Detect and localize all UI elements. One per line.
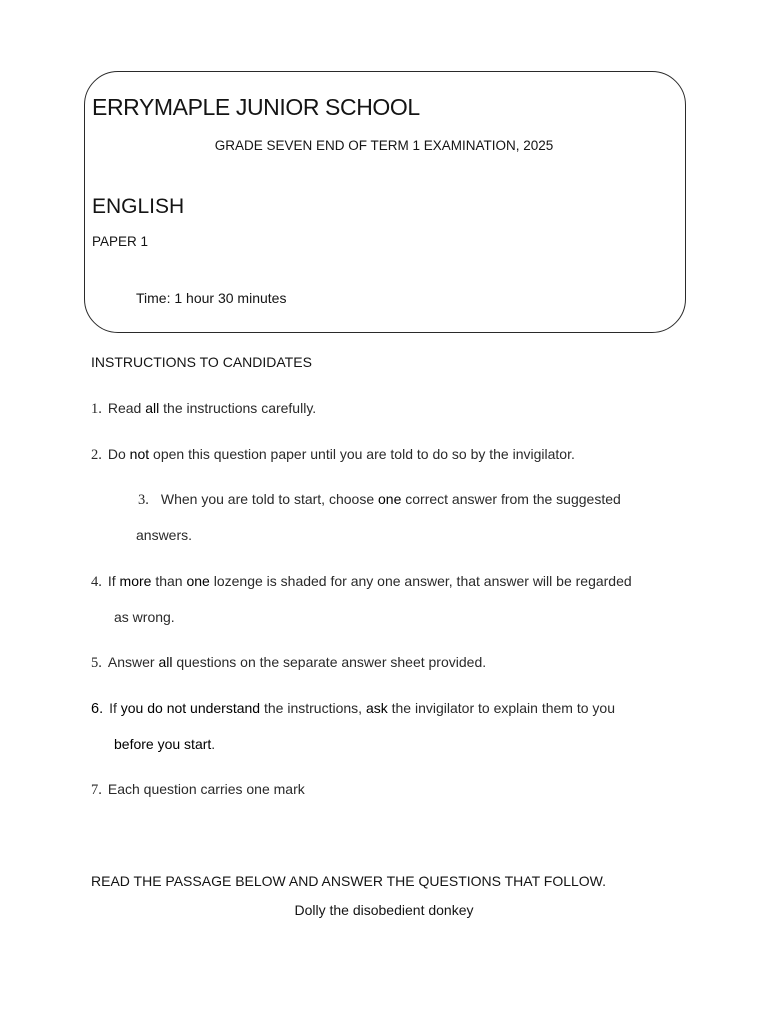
instruction-item-6: 6. If you do not understand the instructions, ask the invigilator to explain them to you: [91, 700, 615, 717]
item-number: 5.: [91, 655, 102, 671]
school-name: ERRYMAPLE JUNIOR SCHOOL: [92, 94, 420, 120]
time-allowed: Time: 1 hour 30 minutes: [136, 290, 287, 306]
emphasis: ask: [365, 700, 388, 716]
item-number: 7.: [91, 782, 102, 798]
emphasis: not: [129, 446, 150, 462]
emphasis: one: [378, 491, 402, 507]
emphasis: before you start: [114, 736, 212, 752]
instruction-item-6-continuation: before you start.: [114, 736, 216, 752]
emphasis: more: [119, 573, 152, 589]
instruction-item-3: 3. When you are told to start, choose one correct answer from the suggested: [138, 491, 621, 508]
instructions-heading: INSTRUCTIONS TO CANDIDATES: [91, 354, 312, 370]
item-number: 3.: [138, 492, 149, 508]
instruction-item-4-continuation: as wrong.: [114, 609, 175, 625]
emphasis: you do not understand: [120, 700, 261, 716]
emphasis: one: [186, 573, 210, 589]
instruction-item-4: 4. If more than one lozenge is shaded for any one answer, that answer will be regarded: [91, 573, 632, 590]
emphasis: all: [158, 654, 173, 670]
item-number: 1.: [91, 401, 102, 417]
item-number: 4.: [91, 574, 102, 590]
exam-title: GRADE SEVEN END OF TERM 1 EXAMINATION, 2025: [214, 138, 554, 153]
instruction-item-5: 5. Answer all questions on the separate answer sheet provided.: [91, 654, 487, 671]
passage-instruction: READ THE PASSAGE BELOW AND ANSWER THE QUESTIONS THAT FOLLOW.: [91, 873, 606, 889]
instruction-item-7: 7. Each question carries one mark: [91, 781, 305, 798]
emphasis: all: [145, 400, 160, 416]
subject-title: ENGLISH: [92, 195, 185, 218]
instruction-item-2: 2. Do not open this question paper until you are told to do so by the invigilator.: [91, 446, 575, 463]
passage-title: Dolly the disobedient donkey: [294, 902, 474, 918]
instruction-item-3-continuation: answers.: [136, 527, 193, 543]
instruction-item-1: 1. Read all the instructions carefully.: [91, 400, 317, 417]
paper-label: PAPER 1: [92, 234, 149, 249]
item-number: 6.: [91, 701, 104, 717]
item-number: 2.: [91, 447, 102, 463]
